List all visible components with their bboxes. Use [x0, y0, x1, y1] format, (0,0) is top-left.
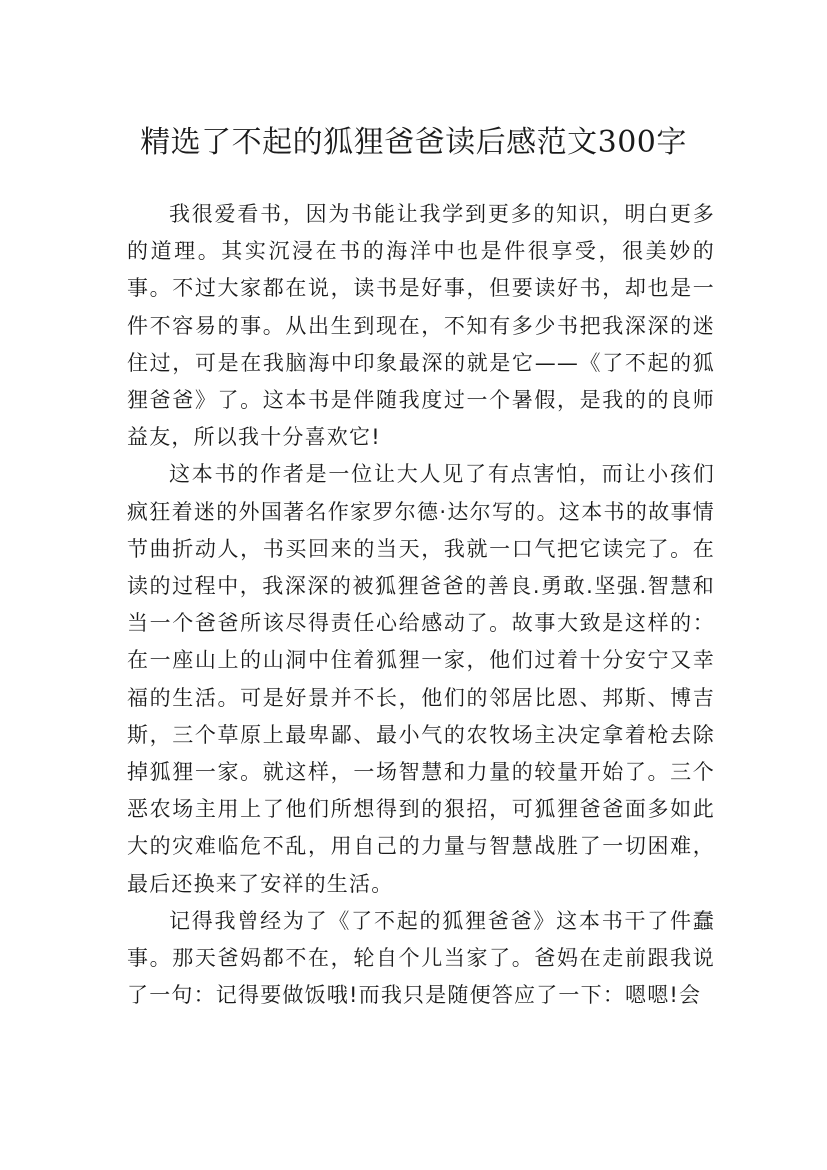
paragraph-1: 我很爱看书，因为书能让我学到更多的知识，明白更多的道理。其实沉浸在书的海洋中也是件很享受，很美妙的事。不过大家都在说，读书是好事，但要读好书，却也是一件不容易的事。从出生到现在，不知有多少书把我深深的迷住过，可是在我脑海中印象最深的就是它——《了不起的狐狸爸爸》了。这本书是伴随我度过一个暑假，是我的的良师益友，所以我十分喜欢它!	[127, 202, 715, 450]
document-title: 精选了不起的狐狸爸爸读后感范文300字	[140, 125, 687, 161]
document-body	[127, 196, 715, 1014]
paragraph-2: 这本书的作者是一位让大人见了有点害怕，而让小孩们疯狂着迷的外国著名作家罗尔德·达尔写的。这本书的故事情节曲折动人，书买回来的当天，我就一口气把它读完了。在读的过程中，我深深的被狐狸爸爸的善良.勇敢.坚强.智慧和当一个爸爸所该尽得责任心给感动了。故事大致是这样的：在一座山上的山洞中住着狐狸一家，他们过着十分安宁又幸福的生活。可是好景并不长，他们的邻居比恩、邦斯、博吉斯，三个草原上最卑鄙、最小气的农牧场主决定拿着枪去除掉狐狸一家。就这样，一场智慧和力量的较量开始了。三个恶农场主用上了他们所想得到的狠招，可狐狸爸爸面多如此大的灾难临危不乱，用自己的力量与智慧战胜了一切困难，最后还换来了安祥的生活。	[127, 462, 715, 896]
paragraph-3: 记得我曾经为了《了不起的狐狸爸爸》这本书干了件蠢事。那天爸妈都不在，轮自个儿当家了。爸妈在走前跟我说了一句：记得要做饭哦!而我只是随便答应了一下：嗯嗯!会	[127, 908, 715, 1008]
